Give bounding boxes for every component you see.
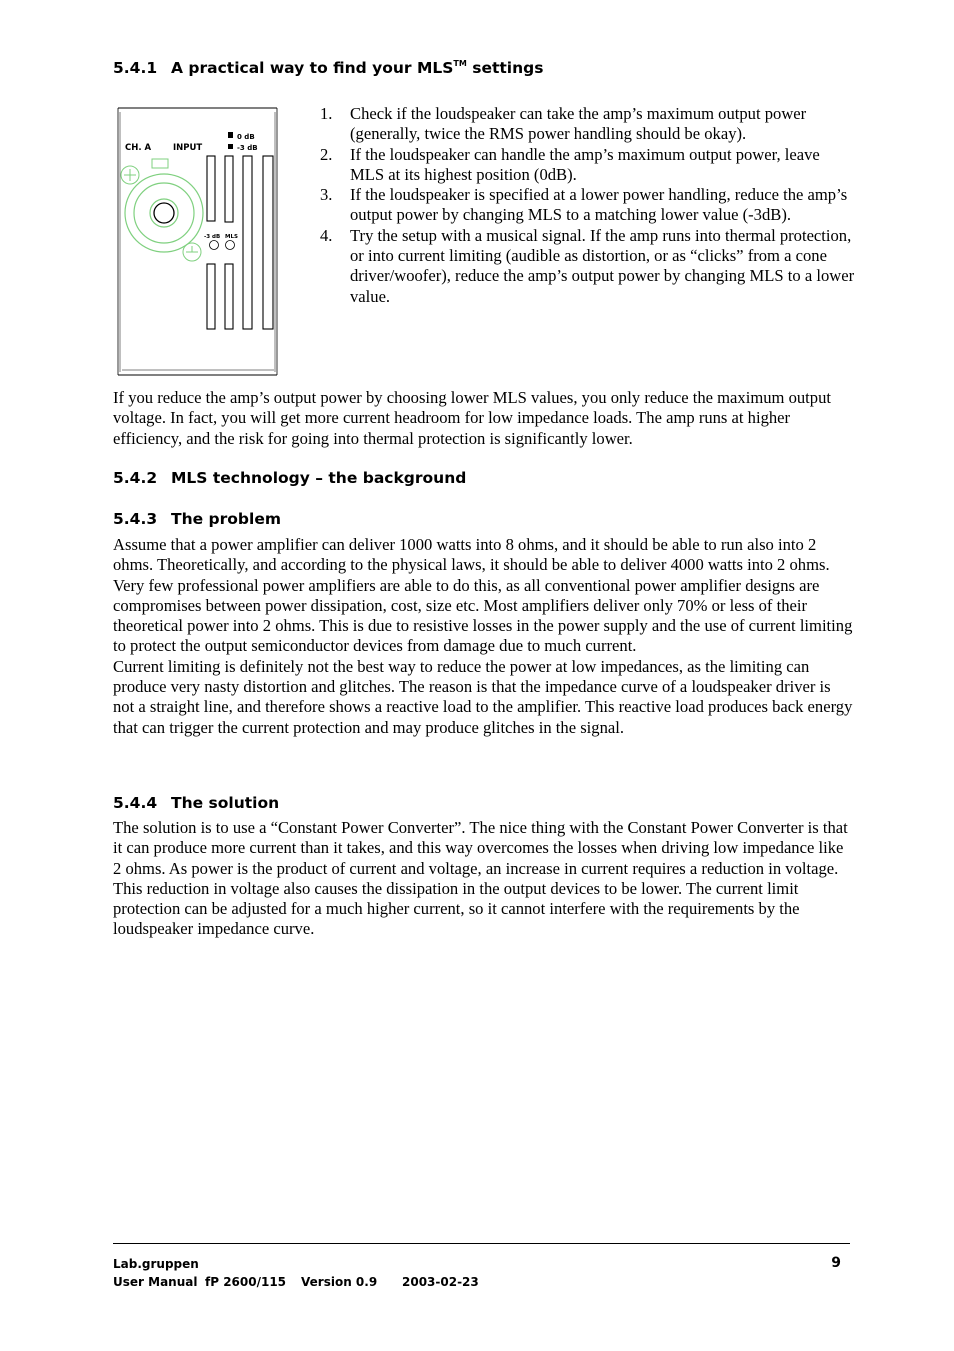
footer-version: Version 0.9 — [301, 1275, 378, 1289]
footer-rule — [113, 1243, 850, 1244]
input-label: INPUT — [173, 143, 203, 153]
section-number: 5.4.1 — [113, 59, 158, 77]
amp-channel-panel-figure — [112, 104, 282, 379]
paragraph: Assume that a power amplifier can deliver 1000 watts into 8 ohms, and it should be able to run also into 2 ohms. Theoretically, and according to the physical laws, it should be able to deliver 4000 watts into 2 ohms. — [113, 535, 830, 575]
footer-doc: User Manual — [113, 1275, 198, 1289]
section-title-suffix: settings — [466, 59, 544, 77]
switch-down-icon — [228, 144, 233, 149]
list-number: 2. — [320, 144, 333, 164]
mls-steps-list — [320, 104, 855, 307]
mls-paragraph — [113, 388, 853, 449]
list-item — [320, 226, 855, 307]
list-text: Try the setup with a musical signal. If the amp runs into thermal protection, or into current limiting (audible as distortion, or as “clicks” from a cone driver/woofer), reduce the amp’s output power by changing MLS to a lower value. — [350, 225, 855, 306]
section-title: The solution — [171, 794, 280, 812]
list-item — [320, 104, 855, 145]
heading-5-4-3 — [113, 510, 281, 528]
ch-a-label: CH. A — [125, 143, 152, 153]
paragraph: The solution is to use a “Constant Power Converter”. The nice thing with the Constant Power Converter is that it can produce more current than it takes, and this way overcomes the losses when driving low impedance like 2 ohms. As power is the product of current and voltage, an increase in current requires a reduction in voltage. This reduction in voltage also causes the dissipation in the output devices to be lower. The current limit protection can be adjusted for a much higher current, so it cannot interfere with the requirements by the loudspeaker impedance curve. — [113, 818, 848, 939]
footer-company: Lab.gruppen — [113, 1257, 199, 1271]
heading-5-4-4 — [113, 794, 279, 812]
minus-3db-label: -3 dB — [237, 144, 258, 152]
heading-5-4-1 — [113, 59, 543, 77]
trademark: TM — [453, 59, 467, 68]
list-number: 4. — [320, 225, 333, 245]
footer-date: 2003-02-23 — [402, 1275, 479, 1289]
paragraph: If you reduce the amp’s output power by choosing lower MLS values, you only reduce the maximum output voltage. In fact, you will get more current headroom for low impedance loads. The amp runs at higher efficiency, and the risk for going into thermal protection is significantly lower. — [113, 388, 831, 448]
list-item — [320, 145, 855, 186]
list-item — [320, 185, 855, 226]
section-number: 5.4.4 — [113, 794, 158, 812]
led-mls-icon — [226, 241, 235, 250]
solution-section-body — [113, 818, 853, 940]
problem-section-body — [113, 535, 853, 738]
list-number: 1. — [320, 104, 333, 123]
list-number: 3. — [320, 185, 333, 205]
section-title: The problem — [171, 510, 281, 528]
section-title: A practical way to find your MLS — [171, 59, 454, 77]
paragraph: Current limiting is definitely not the best way to reduce the power at low impedances, as the limiting can produce very nasty distortion and glitches. The reason is that the impedance curve of a loudspeaker driver is not a straight line, and therefore shows a reactive load to the amplifier. This reactive load produces back energy that can trigger the current protection and may produce glitches in the signal. — [113, 656, 853, 737]
switch-up-icon — [228, 132, 233, 138]
page-number: 9 — [831, 1255, 841, 1271]
heading-5-4-2 — [113, 469, 466, 487]
zero-db-label: 0 dB — [237, 133, 255, 141]
section-number: 5.4.3 — [113, 510, 158, 528]
section-number: 5.4.2 — [113, 469, 158, 487]
led-minus-3db-label: -3 dB — [204, 234, 221, 240]
footer-model: fP 2600/115 — [205, 1275, 287, 1289]
led-minus-3db-icon — [210, 241, 219, 250]
list-text: If the loudspeaker can handle the amp’s maximum output power, leave MLS at its highest position (0dB). — [350, 144, 820, 184]
led-mls-label: MLS — [225, 234, 238, 240]
vent-slots — [207, 156, 273, 329]
list-text: Check if the loudspeaker can take the amp’s maximum output power (generally, twice the RMS power handling should be okay). — [350, 104, 807, 144]
section-title: MLS technology – the background — [171, 469, 467, 487]
paragraph: Very few professional power amplifiers are able to do this, as all conventional power amplifier designs are compromises between power dissipation, cost, size etc. Most amplifiers deliver only 70% or less of their theoretical power into 2 ohms. This is due to resistive losses in the power supply and the use of current limiting to protect the output semiconductor devices from damage due to much current. — [113, 575, 853, 656]
list-text: If the loudspeaker is specified at a lower power handling, reduce the amp’s output power by changing MLS to a matching lower value (-3dB). — [350, 185, 848, 225]
xlr-connector-icon — [121, 159, 203, 261]
